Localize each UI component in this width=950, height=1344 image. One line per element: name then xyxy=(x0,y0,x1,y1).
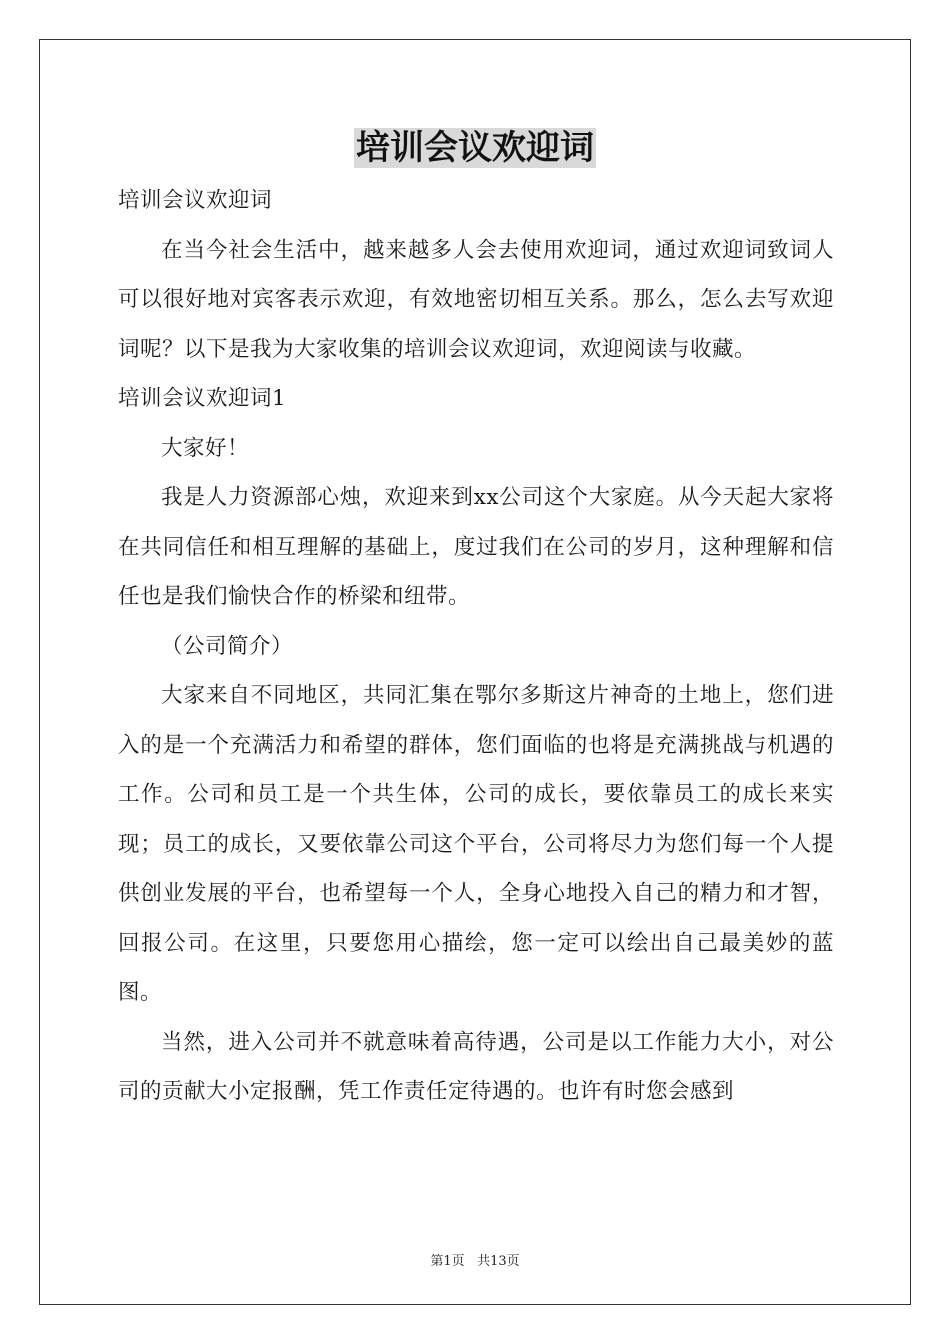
body-paragraph: 在当今社会生活中，越来越多人会去使用欢迎词，通过欢迎词致词人可以很好地对宾客表示欢迎，有效地密切相互关系。那么，怎么去写欢迎词呢？以下是我为大家收集的培训会议欢迎词，欢迎阅读与收藏。 xyxy=(118,237,834,362)
page-number: 第1页 xyxy=(430,1254,465,1269)
section-heading: 培训会议欢迎词1 xyxy=(118,386,287,411)
body-paragraph: 培训会议欢迎词 xyxy=(118,188,273,213)
document-title xyxy=(0,126,950,170)
page-footer xyxy=(0,1250,950,1269)
body-paragraph: 当然，进入公司并不就意味着高待遇，公司是以工作能力大小，对公司的贡献大小定报酬，凭工作责任定待遇的。也许有时您会感到 xyxy=(118,1029,834,1104)
body-paragraph: （公司简介） xyxy=(161,633,294,659)
document-body xyxy=(118,176,834,1117)
document-title-text: 培训会议欢迎词 xyxy=(356,128,594,168)
body-paragraph: 大家来自不同地区，共同汇集在鄂尔多斯这片神奇的土地上，您们进入的是一个充满活力和希望的群体，您们面临的也将是充满挑战与机遇的工作。公司和员工是一个共生体，公司的成长，要依靠员工的成长来实现；员工的成长，又要依靠公司这个平台，公司将尽力为您们每一个人提供创业发展的平台，也希望每一个人，全身心地投入自己的精力和才智，回报公司。在这里，只要您用心描绘，您一定可以绘出自己最美妙的蓝图。 xyxy=(118,683,834,1005)
page-total: 共13页 xyxy=(477,1254,520,1269)
body-paragraph: 大家好！ xyxy=(161,435,250,461)
body-paragraph: 我是人力资源部心烛，欢迎来到xx公司这个大家庭。从今天起大家将在共同信任和相互理解的基础上，度过我们在公司的岁月，这种理解和信任也是我们愉快合作的桥梁和纽带。 xyxy=(118,485,834,609)
